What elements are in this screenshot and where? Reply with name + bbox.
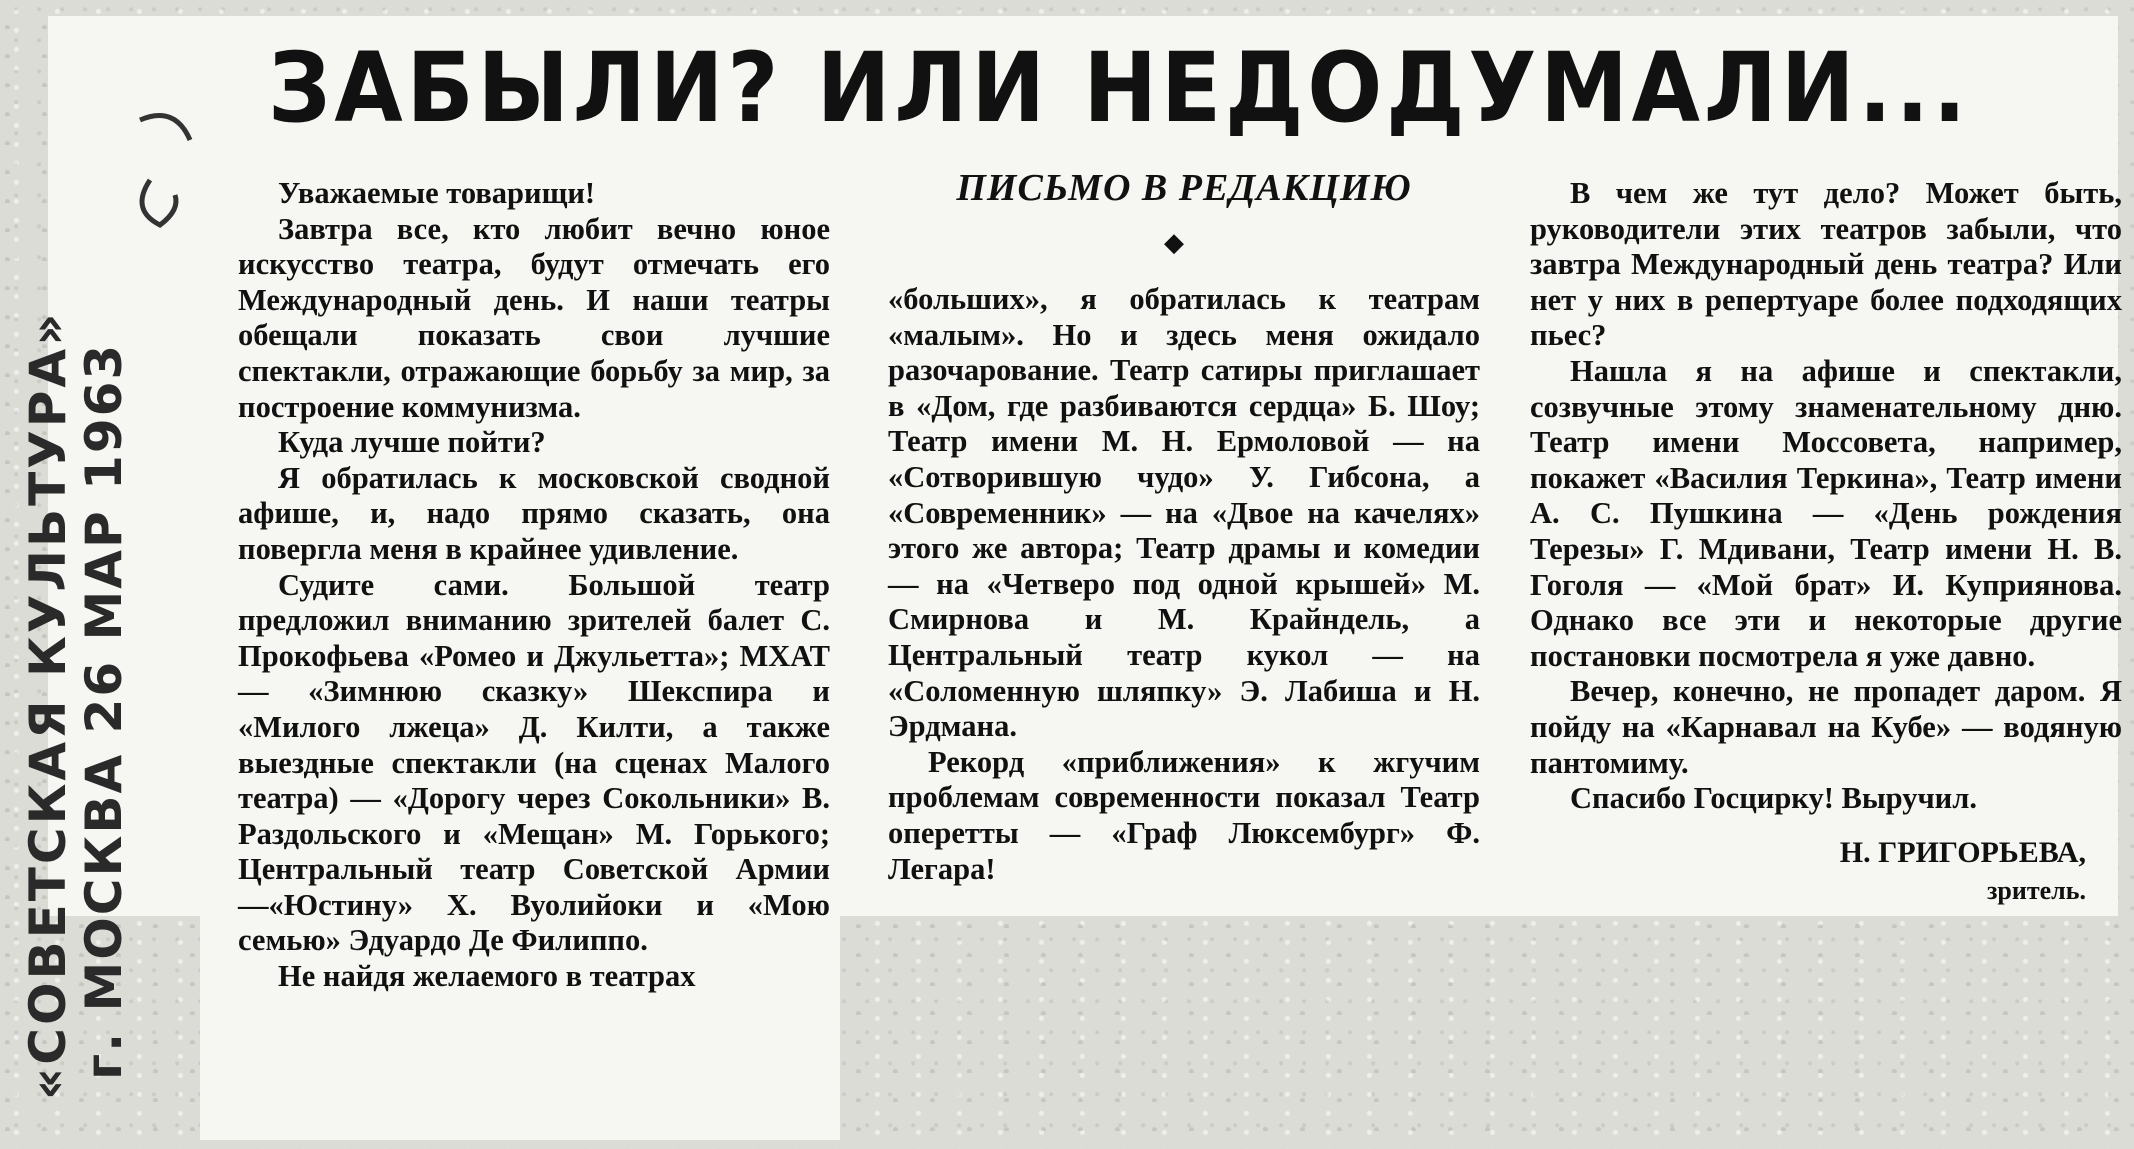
archive-stamp: [20, 311, 132, 1100]
paragraph: Нашла я на афише и спектакли, созвучные этому знаменательному дню. Театр имени Моссовета, например, покажет «Василия Теркина», Театр имени А. С. Пушкина — «День рождения Терезы» Г. Мдивани, Театр имени Н. В. Гоголя — «Мой брат» И. Куприянова. Однако все эти и некоторые другие постановки посмотрела я уже давно.: [1530, 353, 2122, 673]
author-name: Н. ГРИГОРЬЕВА,: [1839, 836, 2086, 869]
paragraph: Рекорд «приближения» к жгучим проблемам современности показал Театр оперетты — «Граф Люксембург» Ф. Легара!: [888, 744, 1480, 886]
signature-block: [1840, 834, 2086, 910]
article-column-3: [1530, 176, 2122, 817]
pencil-mark-icon: [120, 100, 210, 240]
paragraph: Не найдя желаемого в театрах: [278, 959, 696, 994]
paragraph: Вечер, конечно, не пропадет даром. Я пойду на «Карнавал на Кубе» — водяную пантомиму.: [1530, 674, 2122, 780]
article-column-1: [238, 176, 830, 995]
stamp-publication: «СОВЕТСКАЯ КУЛЬТУРА»: [19, 310, 77, 1100]
paragraph: Уважаемые товарищи!: [278, 176, 596, 210]
paragraph: Завтра все, кто любит вечно юное искусство театра, будут отмечать его Международный день. И наши театры обещали показать свои лучшие спектакли, отражающие борьбу за мир, за построение коммунизма.: [238, 211, 830, 424]
subheading: ПИСЬМО В РЕДАКЦИЮ: [956, 167, 1412, 209]
paragraph: Куда лучше пойти?: [278, 425, 546, 460]
diamond-ornament-icon: ◆: [1164, 228, 1184, 257]
article-column-2: [888, 282, 1480, 887]
stamp-city-date: г. МОСКВА 26 МАР 1963: [75, 342, 133, 1080]
paragraph: Спасибо Госцирку! Выручил.: [1570, 781, 1977, 816]
paragraph: Я обратилась к московской сводной афише, и, надо прямо сказать, она повергла меня в крайнее удивление.: [238, 460, 830, 566]
headline: ЗАБЫЛИ? ИЛИ НЕДОДУМАЛИ...: [268, 32, 1971, 144]
author-role: зритель.: [1986, 876, 2086, 905]
paragraph: В чем же тут дело? Может быть, руководители этих театров забыли, что завтра Международный день театра? Или нет у них в репертуаре более подходящих пьес?: [1530, 176, 2122, 353]
paragraph: «больших», я обратилась к театрам «малым». Но и здесь меня ожидало разочарование. Театр сатиры приглашает в «Дом, где разбиваются сердца» Б. Шоу; Театр имени М. Н. Ермоловой — на «Сотворившую чудо» У. Гибсона, а «Современник» — на «Двое на качелях» этого же автора; Театр драмы и комедии — на «Четверо под одной крышей» М. Смирнова и М. Крайндель, а Центральный театр кукол — на «Соломенную шляпку» Э. Лабиша и Н. Эрдмана.: [888, 282, 1480, 744]
paragraph: Судите сами. Большой театр предложил вниманию зрителей балет С. Прокофьева «Ромео и Джульетта»; МХАТ — «Зимнюю сказку» Шекспира и «Милого лжеца» Д. Килти, а также выездные спектакли (на сценах Малого театра) — «Дорогу через Сокольники» В. Раздольского и «Мещан» М. Горького; Центральный театр Советской Армии—«Юстину» Х. Вуолийоки и «Мою семью» Эдуардо Де Филиппо.: [238, 567, 830, 958]
